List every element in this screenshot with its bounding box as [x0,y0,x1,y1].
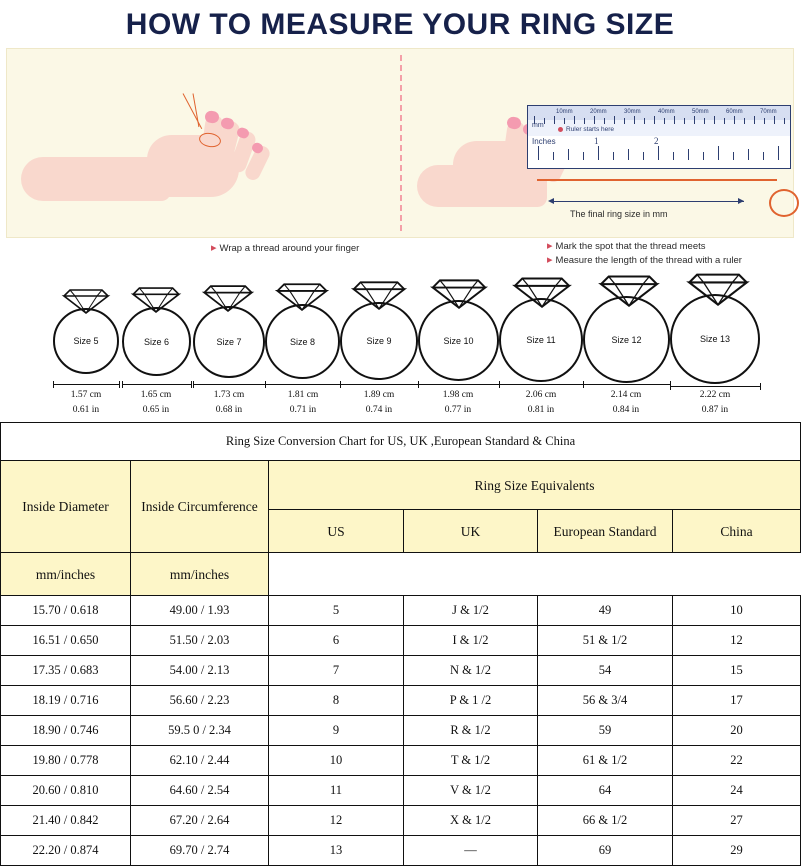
ruler-start-label: Ruler starts here [566,126,615,133]
cell-eu: 56 & 3/4 [538,686,673,716]
cell-us: 5 [269,596,404,626]
ring-dim-in: 0.77 in [444,405,472,415]
cell-china: 27 [673,806,801,836]
ruler-mm-label: 10mm [556,109,573,115]
right-instruction-note-1: ▸ Mark the spot that the thread meets [547,240,706,252]
table-header-row-1 [1,461,801,510]
table-row [1,656,801,686]
thread-loop [769,189,799,217]
ring-label: Size 9 [366,336,392,346]
cell-uk: N & 1/2 [404,656,538,686]
bullet-icon: ▸ [211,242,217,254]
measure-arrow [552,201,744,202]
table-row [1,806,801,836]
cell-inside-diameter: 19.80 / 0.778 [1,746,131,776]
ring-dim-in: 0.61 in [72,405,100,415]
cell-inside-circumference: 69.70 / 2.74 [131,836,269,866]
table-row [1,626,801,656]
table-row [1,686,801,716]
cell-eu: 61 & 1/2 [538,746,673,776]
cell-inside-circumference: 49.00 / 1.93 [131,596,269,626]
ring-dim-in: 0.74 in [365,405,393,415]
table-row [1,716,801,746]
ring-dim-in: 0.87 in [701,405,729,415]
table-row [1,836,801,866]
ruler-graphic [527,105,791,169]
units-row-filler [269,553,801,596]
cell-us: 8 [269,686,404,716]
ruler-unit-inches: Inches [532,137,556,146]
ring-dim-cm: 1.81 cm [287,390,319,400]
illustration-panel [6,48,794,266]
ruler-inch-label: 1 [594,136,599,146]
left-instruction-note: ▸ Wrap a thread around your finger [211,242,360,254]
table-header-row-units [1,553,801,596]
cell-inside-diameter: 16.51 / 0.650 [1,626,131,656]
header-china: China [673,510,801,553]
cell-china: 10 [673,596,801,626]
cell-inside-diameter: 17.35 / 0.683 [1,656,131,686]
cell-inside-circumference: 54.00 / 2.13 [131,656,269,686]
ring-dim-cm: 2.14 cm [610,390,642,400]
cell-uk: P & 1 /2 [404,686,538,716]
ring-size-conversion-table [0,422,801,866]
header-inside-circumference: Inside Circumference [131,461,269,553]
ring-dim-in: 0.65 in [142,405,170,415]
cell-inside-circumference: 51.50 / 2.03 [131,626,269,656]
cell-us: 12 [269,806,404,836]
ruler-mm-label: 20mm [590,109,607,115]
cell-us: 6 [269,626,404,656]
ring-dim-cm: 1.73 cm [213,390,245,400]
cell-uk: X & 1/2 [404,806,538,836]
header-us: US [269,510,404,553]
ring-dim-cm: 2.22 cm [699,390,731,400]
table-row [1,746,801,776]
header-units-circumference: mm/inches [131,553,269,596]
ring-dim-cm: 1.89 cm [363,390,395,400]
ring-label: Size 7 [216,337,242,347]
bullet-icon: ▸ [547,254,553,266]
cell-china: 20 [673,716,801,746]
ring-dim-cm: 1.65 cm [140,390,172,400]
cell-inside-circumference: 67.20 / 2.64 [131,806,269,836]
cell-eu: 54 [538,656,673,686]
cell-inside-circumference: 62.10 / 2.44 [131,746,269,776]
ring-label: Size 6 [143,336,169,347]
cell-uk: T & 1/2 [404,746,538,776]
cell-uk: I & 1/2 [404,626,538,656]
ruler-mm-label: 50mm [692,109,709,115]
ring-dim-cm: 1.57 cm [70,390,102,400]
ruler-mm-label: 60mm [726,109,743,115]
cell-eu: 64 [538,776,673,806]
ruler-unit-mm: mm [532,122,544,129]
ring-label: Size 8 [289,336,315,347]
cell-china: 24 [673,776,801,806]
table-caption-row [1,423,801,461]
panel-divider [400,55,402,231]
cell-eu: 51 & 1/2 [538,626,673,656]
cell-inside-diameter: 18.90 / 0.746 [1,716,131,746]
table-row [1,776,801,806]
cell-us: 11 [269,776,404,806]
ruler-mm-label: 70mm [760,109,777,115]
cell-eu: 69 [538,836,673,866]
table-caption: Ring Size Conversion Chart for US, UK ,European Standard & China [1,423,801,461]
cell-us: 7 [269,656,404,686]
ring-dim-cm: 1.98 cm [442,390,474,400]
ring-dim-in: 0.68 in [215,405,243,415]
cell-china: 29 [673,836,801,866]
page-title: HOW TO MEASURE YOUR RING SIZE [125,8,675,41]
ruler-inch-label: 2 [654,136,659,146]
cell-uk: J & 1/2 [404,596,538,626]
bullet-icon: ▸ [547,240,553,252]
measured-thread [537,179,777,181]
cell-china: 12 [673,626,801,656]
cell-uk: — [404,836,538,866]
header-ring-size-equivalents: Ring Size Equivalents [269,461,801,510]
table-row [1,596,801,626]
cell-uk: R & 1/2 [404,716,538,746]
cell-uk: V & 1/2 [404,776,538,806]
cell-inside-diameter: 22.20 / 0.874 [1,836,131,866]
cell-inside-diameter: 20.60 / 0.810 [1,776,131,806]
cell-eu: 49 [538,596,673,626]
ruler-start-dot [558,127,563,132]
cell-eu: 66 & 1/2 [538,806,673,836]
ring-size-diagram-row [0,242,800,422]
ring-label: Size 12 [611,334,642,345]
cell-inside-diameter: 15.70 / 0.618 [1,596,131,626]
ring-dim-cm: 2.06 cm [525,390,557,400]
cell-us: 9 [269,716,404,746]
cell-china: 22 [673,746,801,776]
cell-inside-circumference: 64.60 / 2.54 [131,776,269,806]
cell-eu: 59 [538,716,673,746]
ring-label: Size 13 [699,334,731,344]
header-european-standard: European Standard [538,510,673,553]
cell-inside-circumference: 59.5 0 / 2.34 [131,716,269,746]
ruler-mm-label: 40mm [658,109,675,115]
cell-us: 13 [269,836,404,866]
header-inside-diameter: Inside Diameter [1,461,131,553]
cell-china: 15 [673,656,801,686]
ruler-caption: The final ring size in mm [570,209,668,219]
cell-inside-diameter: 21.40 / 0.842 [1,806,131,836]
ring-dim-in: 0.84 in [612,405,640,415]
ring-label: Size 5 [73,336,99,346]
header-uk: UK [404,510,538,553]
right-instruction-note-2: ▸ Measure the length of the thread with a ruler [547,254,742,266]
cell-inside-circumference: 56.60 / 2.23 [131,686,269,716]
ring-dim-in: 0.81 in [527,405,555,415]
cell-us: 10 [269,746,404,776]
ring-label: Size 11 [526,335,556,345]
ruler-mm-label: 30mm [624,109,641,115]
cell-inside-diameter: 18.19 / 0.716 [1,686,131,716]
ring-dim-in: 0.71 in [289,405,317,415]
ring-label: Size 10 [443,335,474,346]
cell-china: 17 [673,686,801,716]
header-units-diameter: mm/inches [1,553,131,596]
